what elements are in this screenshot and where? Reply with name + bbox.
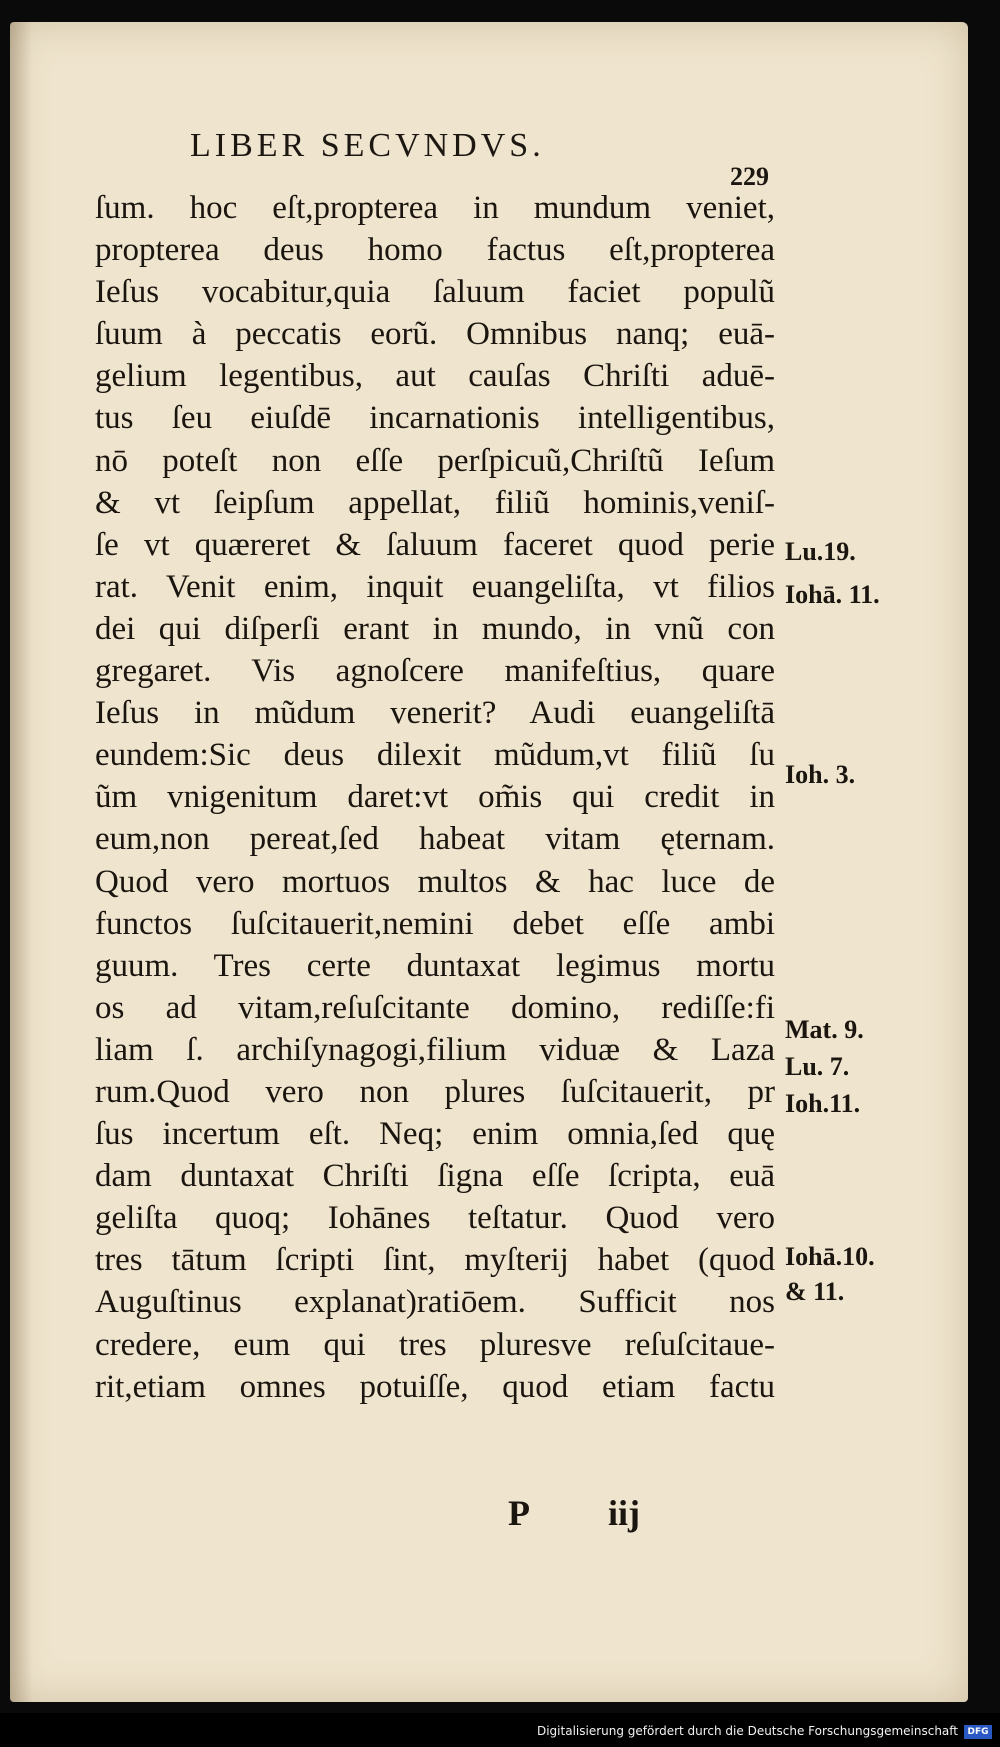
text-line: tres tātum ſcripti ſint, myſterij habet (quod [95, 1242, 775, 1279]
signature-number: iij [608, 1493, 640, 1533]
text-line: & vt ſeipſum appellat, filiũ hominis,veniſ- [95, 484, 775, 521]
running-head: LIBER SECVNDVS. [190, 127, 545, 164]
marginal-note: Mat. 9. [785, 1015, 864, 1044]
marginal-note: Iohā.10. [785, 1242, 875, 1271]
text-line: dam duntaxat Chriſti ſigna eſſe ſcripta, euā [95, 1158, 775, 1195]
marginal-note: & 11. [785, 1277, 845, 1306]
text-line: rum.Quod vero non plures ſuſcitauerit, pr [95, 1073, 775, 1110]
text-line: guum. Tres certe duntaxat legimus mortu [95, 947, 775, 984]
book-page [10, 22, 968, 1702]
text-line: Ieſus vocabitur,quia ſaluum faciet populũ [95, 274, 775, 311]
text-line: gregaret. Vis agnoſcere manifeſtius, quare [95, 653, 775, 690]
text-line: eum,non pereat,ſed habeat vitam ęternam. [95, 821, 775, 858]
text-line: os ad vitam,reſuſcitante domino, rediſſe:fi [95, 989, 775, 1026]
text-line: rat. Venit enim, inquit euangeliſta, vt filios [95, 568, 775, 605]
text-line: ſe vt quæreret & ſaluum faceret quod perie [95, 526, 775, 563]
text-line: geliſta quoq; Iohānes teſtatur. Quod vero [95, 1200, 775, 1237]
text-line: ſuum à peccatis eorũ. Omnibus nanq; euā- [95, 316, 775, 353]
text-line: rit,etiam omnes potuiſſe, quod etiam factu [95, 1368, 775, 1405]
dfg-logo: DFG [964, 1725, 992, 1739]
marginal-note: Lu.19. [785, 537, 856, 566]
page-number: 229 [730, 162, 769, 191]
text-line: propterea deus homo factus eſt,propterea [95, 232, 775, 269]
text-line: nō poteſt non eſſe perſpicuũ,Chriſtũ Ieſum [95, 442, 775, 479]
text-line: liam ſ. archiſynagogi,filium viduæ & Laza [95, 1031, 775, 1068]
signature-letter: P [508, 1493, 530, 1533]
text-line: eundem:Sic deus dilexit mũdum,vt filiũ ſu [95, 737, 775, 774]
text-line: Ieſus in mũdum venerit? Audi euangeliſtā [95, 695, 775, 732]
footer-bar [0, 1713, 1000, 1747]
text-line: ſus incertum eſt. Neq; enim omnia,ſed quę [95, 1116, 775, 1153]
text-line: ſum. hoc eſt,propterea in mundum veniet, [95, 190, 775, 226]
text-line: functos ſuſcitauerit,nemini debet eſſe ambi [95, 905, 775, 942]
text-line: ũm vnigenitum daret:vt om̃is qui credit in [95, 779, 775, 816]
marginal-note: Iohā. 11. [785, 580, 880, 609]
text-line: gelium legentibus, aut cauſas Chriſti aduē- [95, 358, 775, 395]
text-line: credere, eum qui tres pluresve reſuſcitaue- [95, 1326, 775, 1363]
marginal-note: Ioh. 3. [785, 760, 856, 789]
marginal-note: Lu. 7. [785, 1052, 850, 1081]
body-text [95, 187, 775, 1408]
text-line: Quod vero mortuos multos & hac luce de [95, 863, 775, 900]
text-line: dei qui diſperſi erant in mundo, in vnũ con [95, 610, 775, 647]
funding-credit: Digitalisierung gefördert durch die Deutsche Forschungsgemeinschaft [536, 1724, 958, 1738]
text-line: Auguſtinus explanat)ratiōem. Sufficit nos [95, 1284, 775, 1321]
text-line: tus ſeu eiuſdē incarnationis intelligentibus, [95, 400, 775, 437]
marginal-note: Ioh.11. [785, 1089, 861, 1118]
